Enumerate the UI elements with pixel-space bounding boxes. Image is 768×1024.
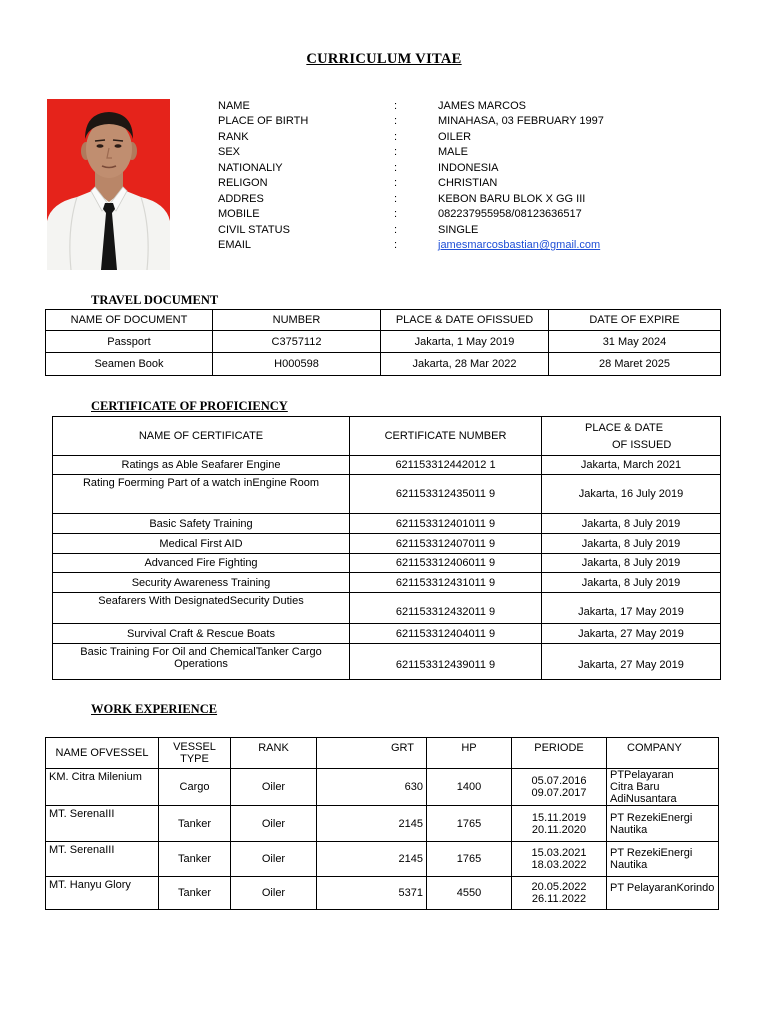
table-row [53, 573, 721, 593]
header-cell [542, 417, 721, 456]
personal-row-mobile [218, 207, 604, 223]
header-cell [159, 738, 231, 769]
table-row [53, 554, 721, 573]
certificate-name: Ratings as Able Seafarer Engine [53, 456, 350, 475]
religion-value: CHRISTIAN [438, 177, 498, 190]
mobile-value: 082237955958/08123636517 [438, 208, 582, 221]
company-line: PT RezekiEnergi [610, 811, 693, 824]
colon: : [394, 177, 398, 190]
document-number: H000598 [213, 353, 381, 376]
company-line: Citra Baru AdiNusantara [610, 781, 677, 805]
certificate-table [52, 416, 721, 680]
vessel-rank: Oiler [231, 842, 317, 877]
colon: : [394, 146, 398, 159]
rank-value: OILER [438, 130, 472, 143]
document-issued: Jakarta, 1 May 2019 [381, 331, 549, 353]
header-cell: CERTIFICATE NUMBER [350, 417, 542, 456]
header-line: VESSEL [173, 741, 216, 753]
document-expire: 28 Maret 2025 [549, 353, 721, 376]
table-row [53, 593, 721, 624]
certificate-number: 621153312432011 9 [350, 593, 542, 624]
sex-label: SEX [218, 146, 241, 159]
colon: : [394, 115, 398, 128]
vessel-name: MT. Hanyu Glory [46, 877, 159, 910]
email-link[interactable]: jamesmarcosbastian@gmail.com [438, 239, 601, 252]
table-header-row [46, 310, 721, 331]
certificate-number: 621153312442012 1 [350, 456, 542, 475]
header-cell: RANK [231, 738, 317, 769]
vessel-period [512, 877, 607, 910]
certificate-issued: Jakarta, 27 May 2019 [542, 644, 721, 680]
table-row [46, 769, 719, 806]
header-line: TYPE [180, 753, 209, 765]
certificate-issued: Jakarta, 8 July 2019 [542, 573, 721, 593]
certificate-name: Basic Training For Oil and ChemicalTanker Cargo Operations [53, 644, 350, 680]
period-start: 05.07.2016 [531, 775, 587, 787]
certificate-issued: Jakarta, 8 July 2019 [542, 554, 721, 573]
certificate-number: 621153312401011 9 [350, 514, 542, 534]
company-line: PT RezekiEnergi [610, 847, 693, 859]
certificate-name: Medical First AID [53, 534, 350, 554]
header-line: OF ISSUED [612, 438, 672, 451]
profile-photo [47, 99, 170, 270]
period-start: 15.03.2021 [531, 847, 587, 859]
table-row [46, 331, 721, 353]
address-value: KEBON BARU BLOK X GG III [438, 192, 586, 205]
vessel-grt: 2145 [317, 842, 427, 877]
certificate-issued: Jakarta, 16 July 2019 [542, 475, 721, 514]
document-name: Seamen Book [46, 353, 213, 376]
civil-status-value: SINGLE [438, 223, 479, 236]
document-number: C3757112 [213, 331, 381, 353]
table-row [53, 624, 721, 644]
certificate-name: Advanced Fire Fighting [53, 554, 350, 573]
period-end: 09.07.2017 [531, 787, 587, 799]
company-line: Nautika [610, 859, 648, 871]
address-label: ADDRES [218, 192, 264, 205]
vessel-period [512, 769, 607, 806]
vessel-company [607, 769, 719, 806]
vessel-company [607, 842, 719, 877]
header-cell: PERIODE [512, 738, 607, 769]
vessel-rank: Oiler [231, 877, 317, 910]
colon: : [394, 223, 398, 236]
vessel-type: Tanker [159, 806, 231, 842]
certificate-issued: Jakarta, 17 May 2019 [542, 593, 721, 624]
table-row [46, 806, 719, 842]
name-value: JAMES MARCOS [438, 99, 527, 112]
table-header-row [46, 738, 719, 769]
religion-label: RELIGON [218, 177, 268, 190]
certificate-name: Survival Craft & Rescue Boats [53, 624, 350, 644]
nationality-label: NATIONALIY [218, 161, 283, 174]
period-end: 26.11.2022 [531, 893, 587, 905]
header-cell: COMPANY [607, 738, 719, 769]
table-row [53, 514, 721, 534]
personal-row-email [218, 238, 604, 254]
personal-row-religion [218, 176, 604, 192]
personal-info [218, 98, 604, 253]
certificate-name: Seafarers With DesignatedSecurity Duties [53, 593, 350, 624]
vessel-hp: 4550 [427, 877, 512, 910]
vessel-company [607, 806, 719, 842]
table-row [53, 534, 721, 554]
table-row [46, 353, 721, 376]
table-row [46, 842, 719, 877]
rank-label: RANK [218, 130, 249, 143]
person-portrait-icon [47, 99, 170, 270]
mobile-label: MOBILE [218, 208, 260, 221]
period-start: 15.11.2019 [531, 811, 587, 824]
period-start: 20.05.2022 [531, 881, 587, 893]
header-line: PLACE & DATE [585, 421, 664, 434]
work-experience-table [45, 737, 719, 910]
company-line: PTPelayaran [610, 769, 674, 781]
period-end: 20.11.2020 [531, 823, 587, 836]
email-label: EMAIL [218, 239, 252, 252]
header-cell: GRT [317, 738, 427, 769]
certificate-heading: CERTIFICATE OF PROFICIENCY [91, 399, 288, 413]
table-row [53, 644, 721, 680]
vessel-period [512, 806, 607, 842]
vessel-period [512, 842, 607, 877]
travel-document-table [45, 309, 721, 376]
certificate-number: 621153312431011 9 [350, 573, 542, 593]
vessel-name: KM. Citra Milenium [46, 769, 159, 806]
colon: : [394, 130, 398, 143]
document-expire: 31 May 2024 [549, 331, 721, 353]
vessel-rank: Oiler [231, 769, 317, 806]
vessel-name: MT. SerenaIII [46, 806, 159, 842]
civil-status-label: CIVIL STATUS [218, 223, 290, 236]
certificate-name: Rating Foerming Part of a watch inEngine Room [53, 475, 350, 514]
company-line: PT PelayaranKorindo [610, 882, 715, 894]
vessel-name: MT. SerenaIII [46, 842, 159, 877]
document-name: Passport [46, 331, 213, 353]
vessel-grt: 630 [317, 769, 427, 806]
place-of-birth-value: MINAHASA, 03 FEBRUARY 1997 [438, 115, 604, 128]
header-cell: NAME OF CERTIFICATE [53, 417, 350, 456]
colon: : [394, 192, 398, 205]
vessel-hp: 1765 [427, 806, 512, 842]
page-title: CURRICULUM VITAE [306, 51, 462, 67]
colon: : [394, 208, 398, 221]
vessel-company [607, 877, 719, 910]
nationality-value: INDONESIA [438, 161, 499, 174]
work-experience-heading: WORK EXPERIENCE [91, 702, 218, 716]
vessel-grt: 5371 [317, 877, 427, 910]
personal-row-name [218, 98, 604, 114]
period-end: 18.03.2022 [531, 859, 587, 871]
table-row [53, 475, 721, 514]
colon: : [394, 99, 398, 112]
certificate-name: Basic Safety Training [53, 514, 350, 534]
colon: : [394, 239, 398, 252]
header-cell: PLACE & DATE OFISSUED [381, 310, 549, 331]
table-row [53, 456, 721, 475]
vessel-hp: 1400 [427, 769, 512, 806]
certificate-number: 621153312406011 9 [350, 554, 542, 573]
vessel-rank: Oiler [231, 806, 317, 842]
certificate-name: Security Awareness Training [53, 573, 350, 593]
table-row [46, 877, 719, 910]
place-of-birth-label: PLACE OF BIRTH [218, 115, 309, 128]
personal-row-sex [218, 145, 604, 161]
vessel-type: Tanker [159, 842, 231, 877]
personal-row-address [218, 191, 604, 207]
certificate-number: 621153312435011 9 [350, 475, 542, 514]
name-label: NAME [218, 99, 250, 112]
certificate-issued: Jakarta, March 2021 [542, 456, 721, 475]
header-cell: NAME OFVESSEL [46, 738, 159, 769]
colon: : [394, 161, 398, 174]
header-cell: HP [427, 738, 512, 769]
document-issued: Jakarta, 28 Mar 2022 [381, 353, 549, 376]
personal-row-civil-status [218, 222, 604, 238]
header-cell: NUMBER [213, 310, 381, 331]
certificate-number: 621153312404011 9 [350, 624, 542, 644]
table-header-row [53, 417, 721, 456]
certificate-issued: Jakarta, 8 July 2019 [542, 534, 721, 554]
header-cell: DATE OF EXPIRE [549, 310, 721, 331]
vessel-hp: 1765 [427, 842, 512, 877]
personal-row-nationality [218, 160, 604, 176]
header-cell: NAME OF DOCUMENT [46, 310, 213, 331]
personal-row-rank [218, 129, 604, 145]
certificate-issued: Jakarta, 8 July 2019 [542, 514, 721, 534]
travel-document-heading: TRAVEL DOCUMENT [91, 293, 219, 307]
sex-value: MALE [438, 146, 468, 159]
vessel-type: Cargo [159, 769, 231, 806]
certificate-issued: Jakarta, 27 May 2019 [542, 624, 721, 644]
certificate-number: 621153312407011 9 [350, 534, 542, 554]
vessel-grt: 2145 [317, 806, 427, 842]
personal-row-place-of-birth [218, 114, 604, 130]
company-line: Nautika [610, 823, 648, 836]
certificate-number: 621153312439011 9 [350, 644, 542, 680]
vessel-type: Tanker [159, 877, 231, 910]
